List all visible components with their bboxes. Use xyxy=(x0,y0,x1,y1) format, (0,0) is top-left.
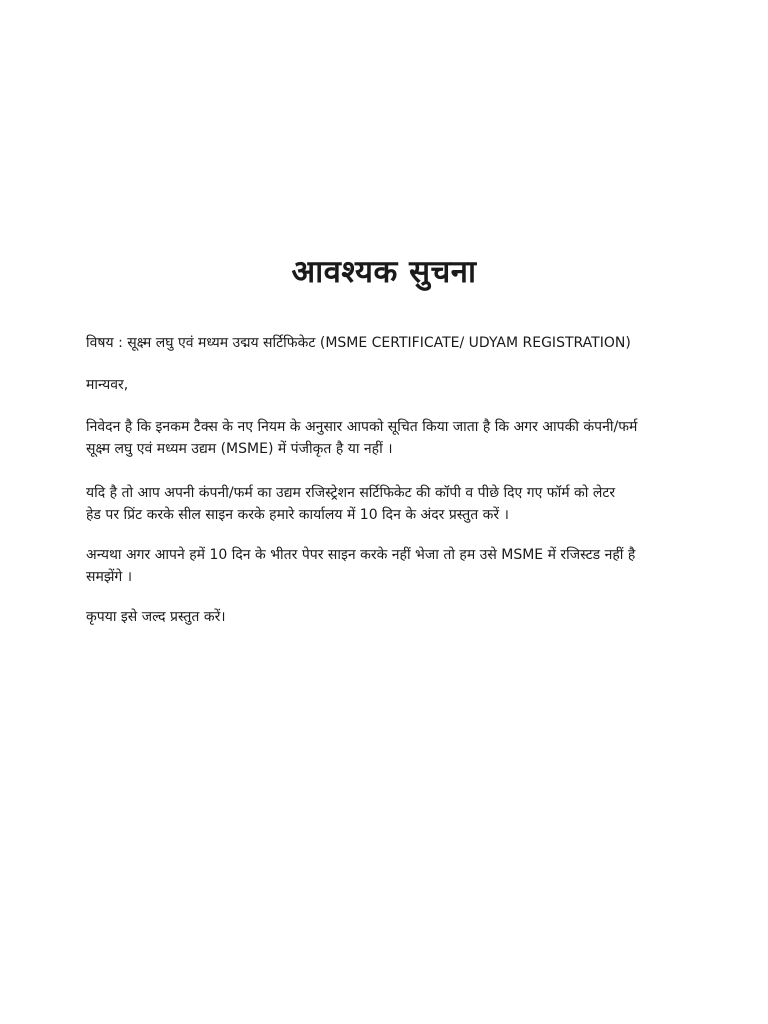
salutation: मान्यवर, xyxy=(86,377,129,393)
paragraph-2-line-2: हेड पर प्रिंट करके सील साइन करके हमारे कार्यालय में 10 दिन के अंदर प्रस्तुत करें । xyxy=(86,507,509,523)
paragraph-3 xyxy=(86,544,706,588)
paragraph-3-line-2: समझेंगे । xyxy=(86,569,133,585)
notice-title: आवश्यक सुचना xyxy=(291,254,477,290)
paragraph-2-line-1: यदि है तो आप अपनी कंपनी/फर्म का उद्यम रजिस्ट्रेशन सर्टिफिकेट की कॉपी व पीछे दिए गए फॉर्म को लेटर xyxy=(86,485,616,501)
subject-line: विषय : सूक्ष्म लघु एवं मध्यम उद्मय सर्टिफिकेट (MSME CERTIFICATE/ UDYAM REGISTRATION) xyxy=(86,335,631,351)
paragraph-1-line-1: निवेदन है कि इनकम टैक्स के नए नियम के अनुसार आपको सूचित किया जाता है कि अगर आपकी कंपनी/फर्म xyxy=(86,419,638,435)
paragraph-2 xyxy=(86,482,706,526)
closing-line: कृपया इसे जल्द प्रस्तुत करें। xyxy=(86,609,226,625)
paragraph-3-line-1: अन्यथा अगर आपने हमें 10 दिन के भीतर पेपर साइन करके नहीं भेजा तो हम उसे MSME में रजिस्टड नहीं है xyxy=(86,547,636,563)
paragraph-1 xyxy=(86,416,706,460)
paragraph-1-line-2: सूक्ष्म लघु एवं मध्यम उद्यम (MSME) में पंजीकृत है या नहीं । xyxy=(86,441,393,457)
